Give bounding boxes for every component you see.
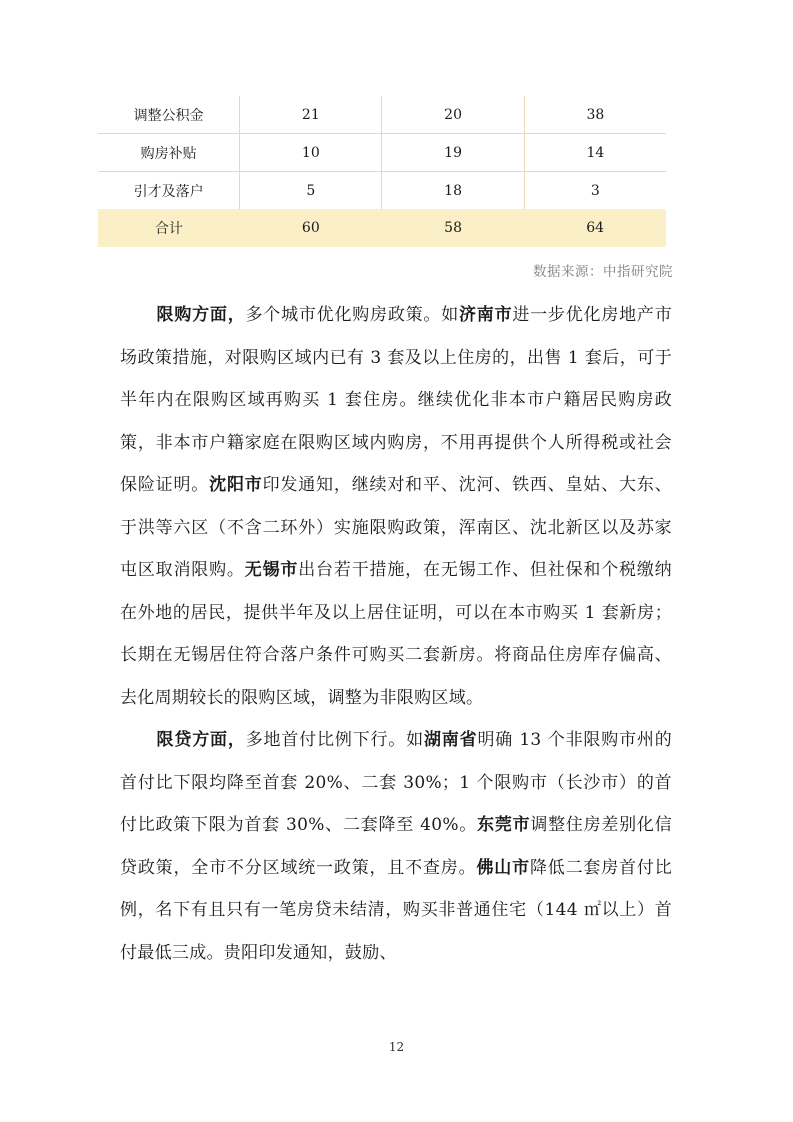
- bold-run: 限购方面，: [156, 305, 246, 325]
- text-run: 降低二套房首付比例，名下有且只有一笔房贷未结清，购买非普通住宅（144 ㎡以上）首付最低三成。贵阳印发通知，鼓励、: [120, 857, 672, 963]
- cell-value: 18: [382, 172, 524, 210]
- bold-run: 限贷方面，: [156, 730, 246, 750]
- text-run: 多个城市优化购房政策。如: [245, 305, 459, 325]
- total-value: 64: [524, 209, 666, 247]
- body-text: [120, 294, 672, 974]
- text-run: 进一步优化房地产市场政策措施，对限购区域内已有 3 套及以上住房的，出售 1 套后，可于半年内在限购区域再购买 1 套住房。继续优化非本市户籍居民购房政策，非本市户籍家庭在限购区域内购房，不用再提供个人所得税或社会保险证明。: [120, 305, 672, 495]
- paragraph-purchase-restriction: [120, 294, 672, 719]
- policy-count-table: [98, 96, 666, 247]
- table-row: [98, 96, 666, 134]
- text-run: 出台若干措施，在无锡工作、但社保和个税缴纳在外地的居民，提供半年及以上居住证明，可以在本市购买 1 套新房；长期在无锡居住符合落户条件可购买二套新房。将商品住房库存偏高、去化周期较长的限购区域，调整为非限购区域。: [120, 560, 672, 708]
- cell-value: 20: [382, 96, 524, 134]
- page-number: 12: [388, 1040, 405, 1054]
- bold-run: 佛山市: [476, 857, 530, 878]
- total-value: 58: [382, 209, 524, 247]
- total-value: 60: [240, 209, 382, 247]
- cell-value: 10: [240, 134, 382, 172]
- cell-value: 3: [524, 172, 666, 210]
- row-label: 引才及落户: [98, 172, 240, 210]
- text-run: 明确 13 个非限购市州的首付比下限均降至首套 20%、二套 30%；1 个限购市（长沙市）的首付比政策下限为首套 30%、二套降至 40%。: [120, 730, 673, 835]
- paragraph-loan-restriction: [120, 719, 672, 974]
- bold-run: 济南市: [459, 305, 513, 325]
- data-source-note: 数据来源：中指研究院: [533, 264, 673, 280]
- cell-value: 38: [524, 96, 666, 134]
- total-label: 合计: [98, 209, 240, 247]
- cell-value: 19: [382, 134, 524, 172]
- row-label: 购房补贴: [98, 134, 240, 172]
- text-run: 印发通知，继续对和平、沈河、铁西、皇姑、大东、于洪等六区（不含二环外）实施限购政策，浑南区、沈北新区以及苏家屯区取消限购。: [120, 475, 672, 580]
- bold-run: 东莞市: [477, 815, 531, 835]
- row-label: 调整公积金: [133, 107, 204, 124]
- bold-run: 无锡市: [244, 560, 299, 580]
- cell-value: 5: [240, 172, 382, 210]
- text-run: 多地首付比例下行。如: [245, 730, 424, 750]
- table-row: [98, 134, 666, 172]
- cell-value: 14: [524, 134, 666, 172]
- bold-run: 沈阳市: [209, 475, 263, 495]
- bold-run: 湖南省: [423, 730, 478, 750]
- cell-value: 21: [240, 96, 382, 134]
- table-total-row: [98, 209, 666, 247]
- table-row: [98, 172, 666, 210]
- text-run: 调整住房差别化信贷政策，全市不分区域统一政策，且不查房。: [120, 815, 672, 878]
